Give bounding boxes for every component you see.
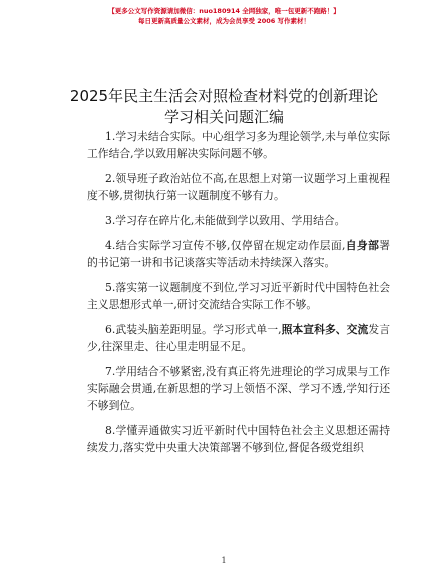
paragraph-6-pre: 6.武装头脑差距明显。学习形式单一, [105,323,282,336]
title-line-1: 2025年民主生活会对照检查材料党的创新理论 [69,87,379,105]
paragraph-7: 7.学用结合不够紧密,没有真正将先进理论的学习成果与工作实际融会贯通,在新思想的学习上领悟不深、学习不透,学知行还不够到位。 [87,365,390,412]
document-body [87,128,390,464]
paragraph-5: 5.落实第一议题制度不到位,学习习近平新时代中国特色社会主义思想形式单一,研讨交流结合实际工作不够。 [87,281,390,311]
paragraph-1: 1.学习未结合实际。中心组学习多为理论领学,未与单位实际工作结合,学以致用解决实际问题不够。 [87,130,390,160]
paragraph-4-post: 署的书记第一讲和书记谈落实等活动未持续深入落实。 [87,239,390,269]
document-title [30,86,418,128]
paragraph-4 [87,237,390,271]
paragraph-8: 8.学懂弄通做实习近平新时代中国特色社会主义思想还需持续发力,落实党中央重大决策部署不够到位,督促各级党组织 [87,424,390,454]
page-number: 1 [221,556,227,565]
paragraph-4-pre: 4.结合实际学习宣传不够,仅停留在规定动作层面, [105,239,346,252]
paragraph-6 [87,321,390,355]
promo-line-2: 每日更新高质量公文素材，成为会员享受 2006 写作素材！ [137,17,311,25]
promo-banner [0,6,448,26]
promo-line-1: 【更多公文写作资源请加微信：nuo180914 全网独家，唯一包更新不跑路！】 [108,7,340,15]
paragraph-3: 3.学习存在碎片化,未能做到学以致用、学用结合。 [105,214,346,227]
paragraph-2: 2.领导班子政治站位不高,在思想上对第一议题学习上重视程度不够,贯彻执行第一议题制度不够有力。 [87,172,390,202]
title-line-2: 学习相关问题汇编 [163,108,284,126]
paragraph-4-bold: 自身部 [345,239,380,252]
paragraph-6-post: 发言少,往深里走、往心里走明显不足。 [87,323,391,353]
paragraph-6-bold: 照本宣科多、交流 [281,323,369,336]
